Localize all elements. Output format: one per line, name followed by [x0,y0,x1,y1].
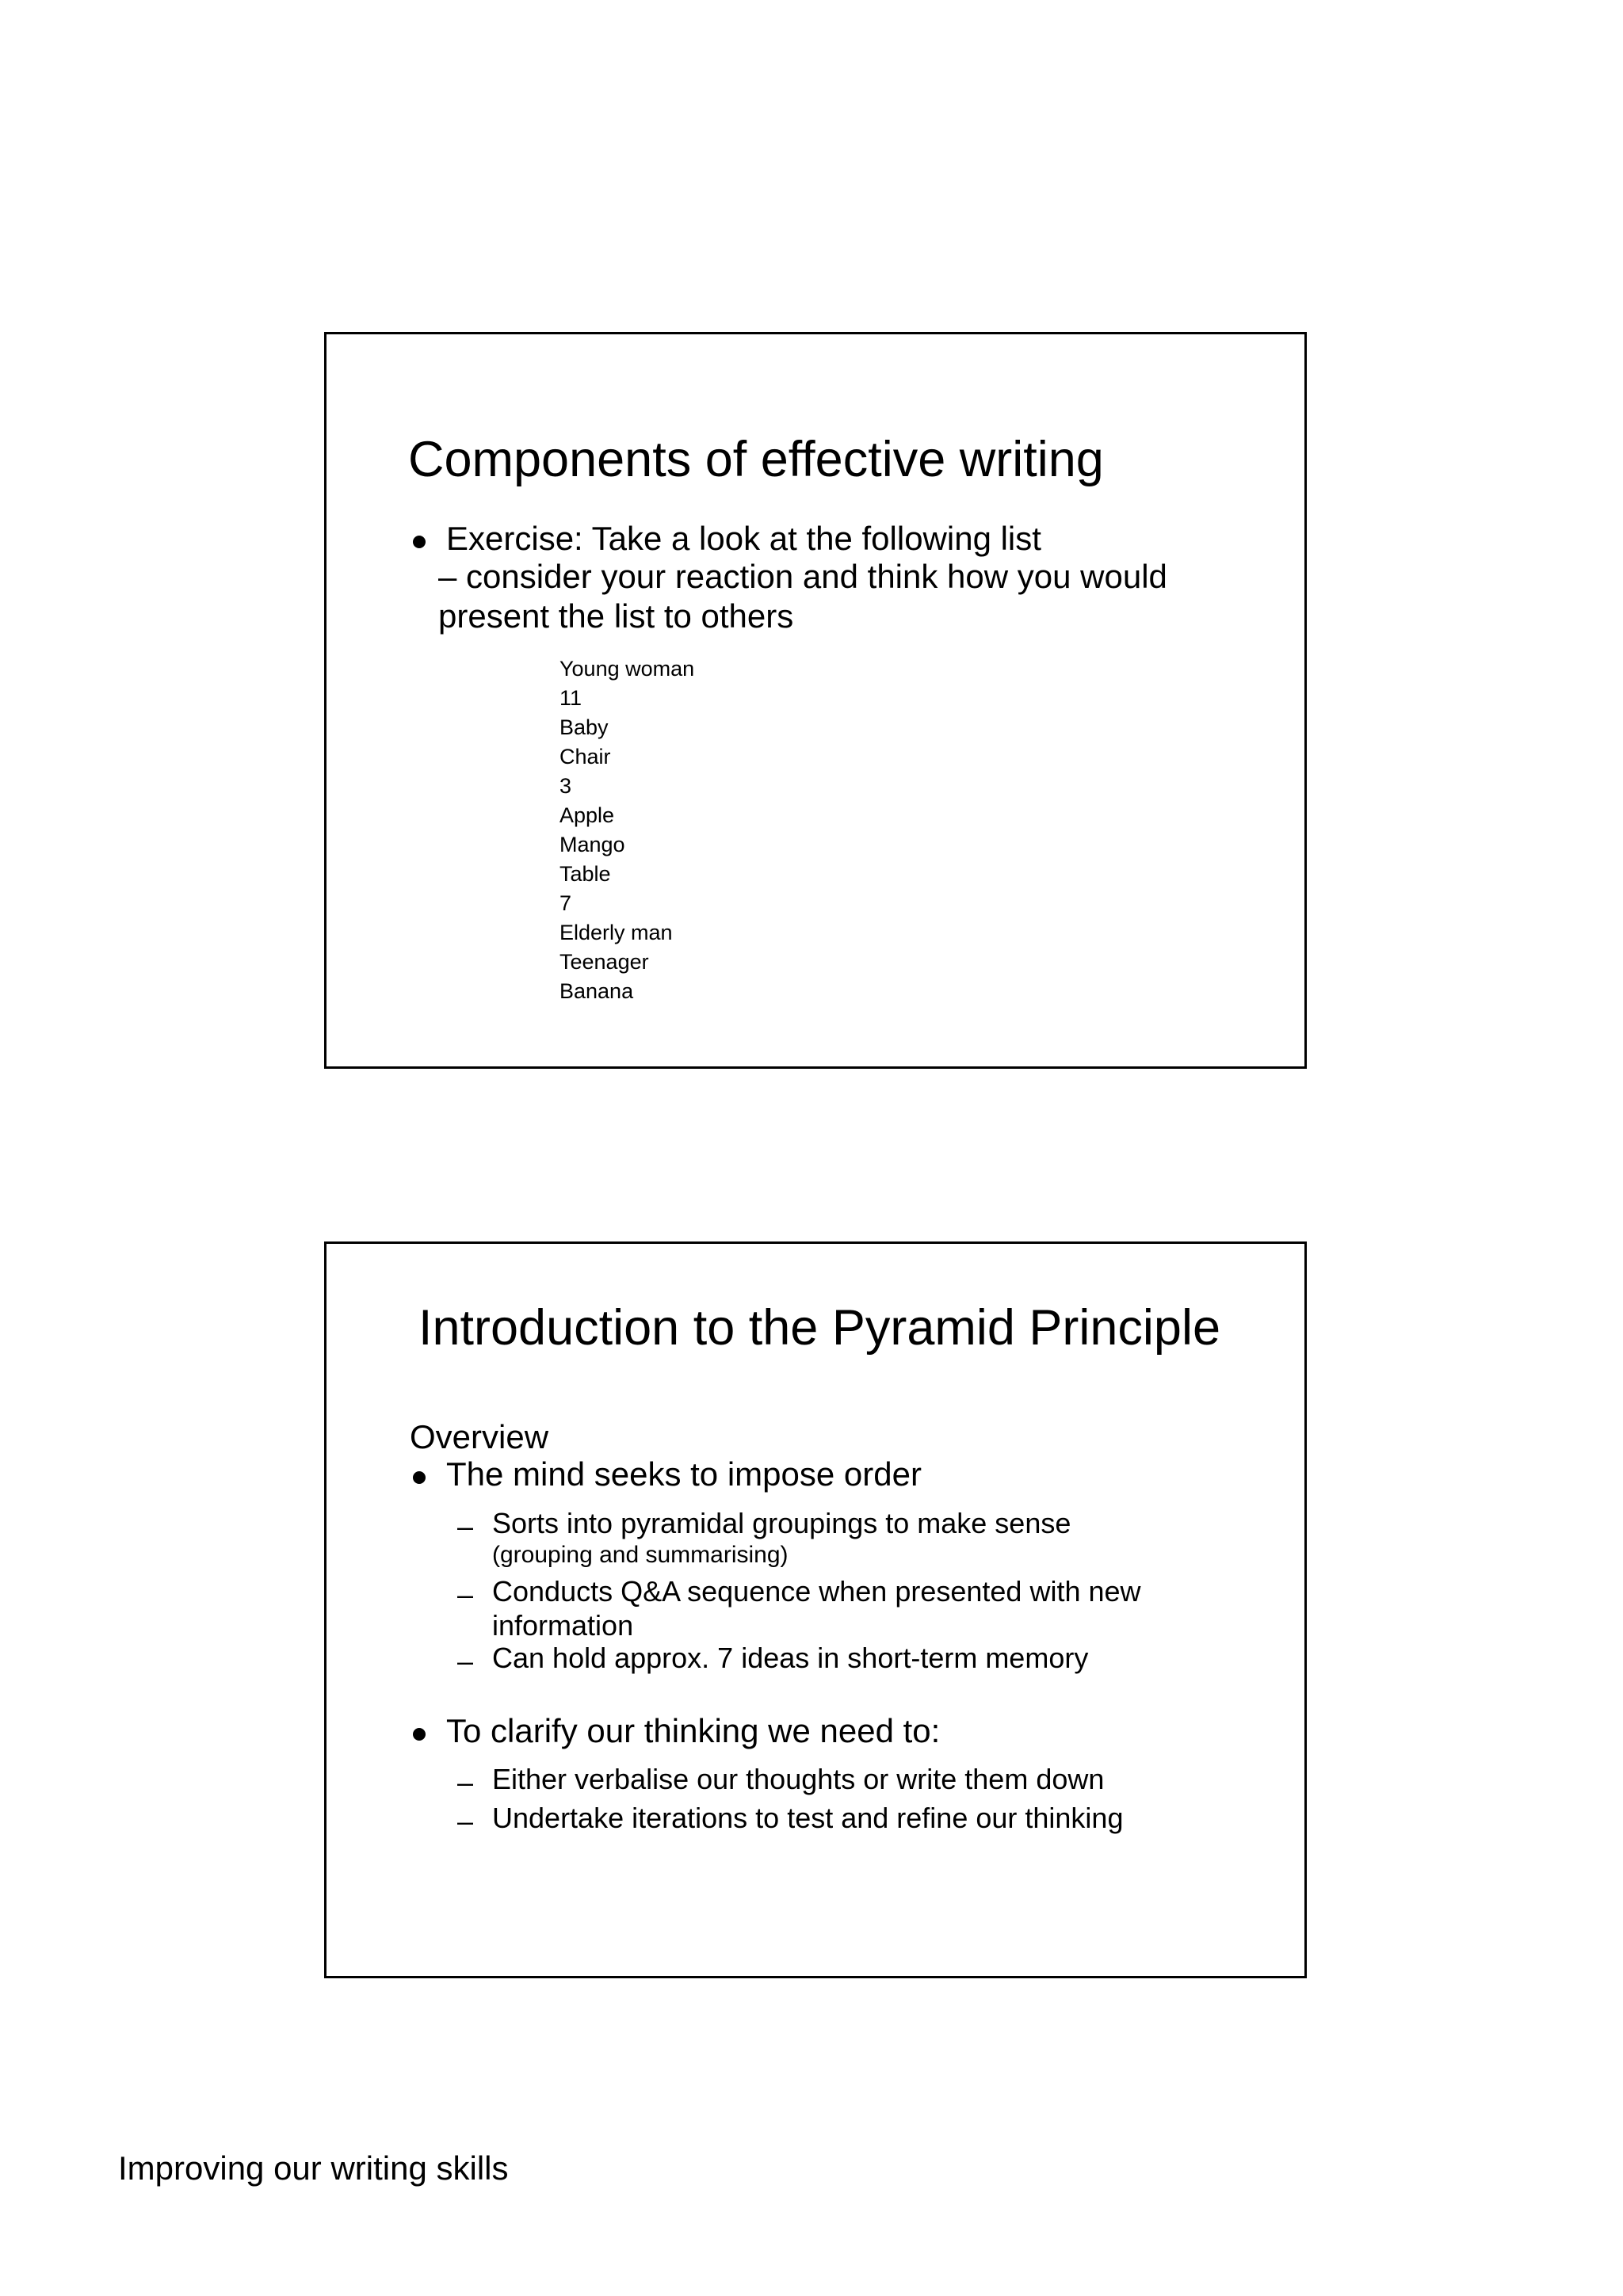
list-item: Elderly man [559,921,673,944]
list-item: 3 [559,774,572,798]
dash-icon: – [457,1805,474,1837]
dash-icon: – [457,1578,474,1611]
sub-bullet-text: Either verbalise our thoughts or write them down [492,1763,1105,1795]
page-footer: Improving our writing skills [118,2149,509,2187]
sub-bullet-text: Sorts into pyramidal groupings to make sense [492,1507,1071,1539]
dash-icon: – [457,1510,474,1543]
slide-title: Introduction to the Pyramid Principle [418,1300,1220,1356]
bullet-icon [413,536,426,548]
list-item: Chair [559,745,611,769]
bullet-text: Exercise: Take a look at the following list [446,520,1041,557]
slide-pyramid-principle [324,1241,1307,1978]
slide-components-of-effective-writing [324,332,1307,1069]
sub-bullet-text: Can hold approx. 7 ideas in short-term memory [492,1642,1089,1674]
exercise-list [559,654,694,1006]
bullet-text: To clarify our thinking we need to: [446,1712,941,1749]
sub-bullet-text: Conducts Q&A sequence when presented with new information [492,1575,1141,1642]
sub-bullet-note: (grouping and summarising) [492,1542,789,1568]
bullet-text: The mind seeks to impose order [446,1455,922,1493]
dash-icon: – [457,1766,474,1798]
list-item: Apple [559,803,615,827]
slide-title: Components of effective writing [408,432,1104,487]
sub-bullet-text: Undertake iterations to test and refine our thinking [492,1802,1124,1834]
list-item: Young woman [559,657,695,681]
dash-icon: – [457,1645,474,1677]
bullet-icon [413,1471,426,1484]
list-item: Teenager [559,950,649,974]
list-item: Table [559,862,611,886]
list-item: Baby [559,715,609,739]
list-item: 11 [559,686,582,710]
bullet-icon [413,1728,426,1741]
bullet-continuation: – consider your reaction and think how you would present the list to others [438,558,1167,635]
list-item: 7 [559,891,572,915]
section-heading-overview: Overview [410,1418,549,1455]
list-item: Banana [559,979,634,1003]
list-item: Mango [559,833,625,856]
